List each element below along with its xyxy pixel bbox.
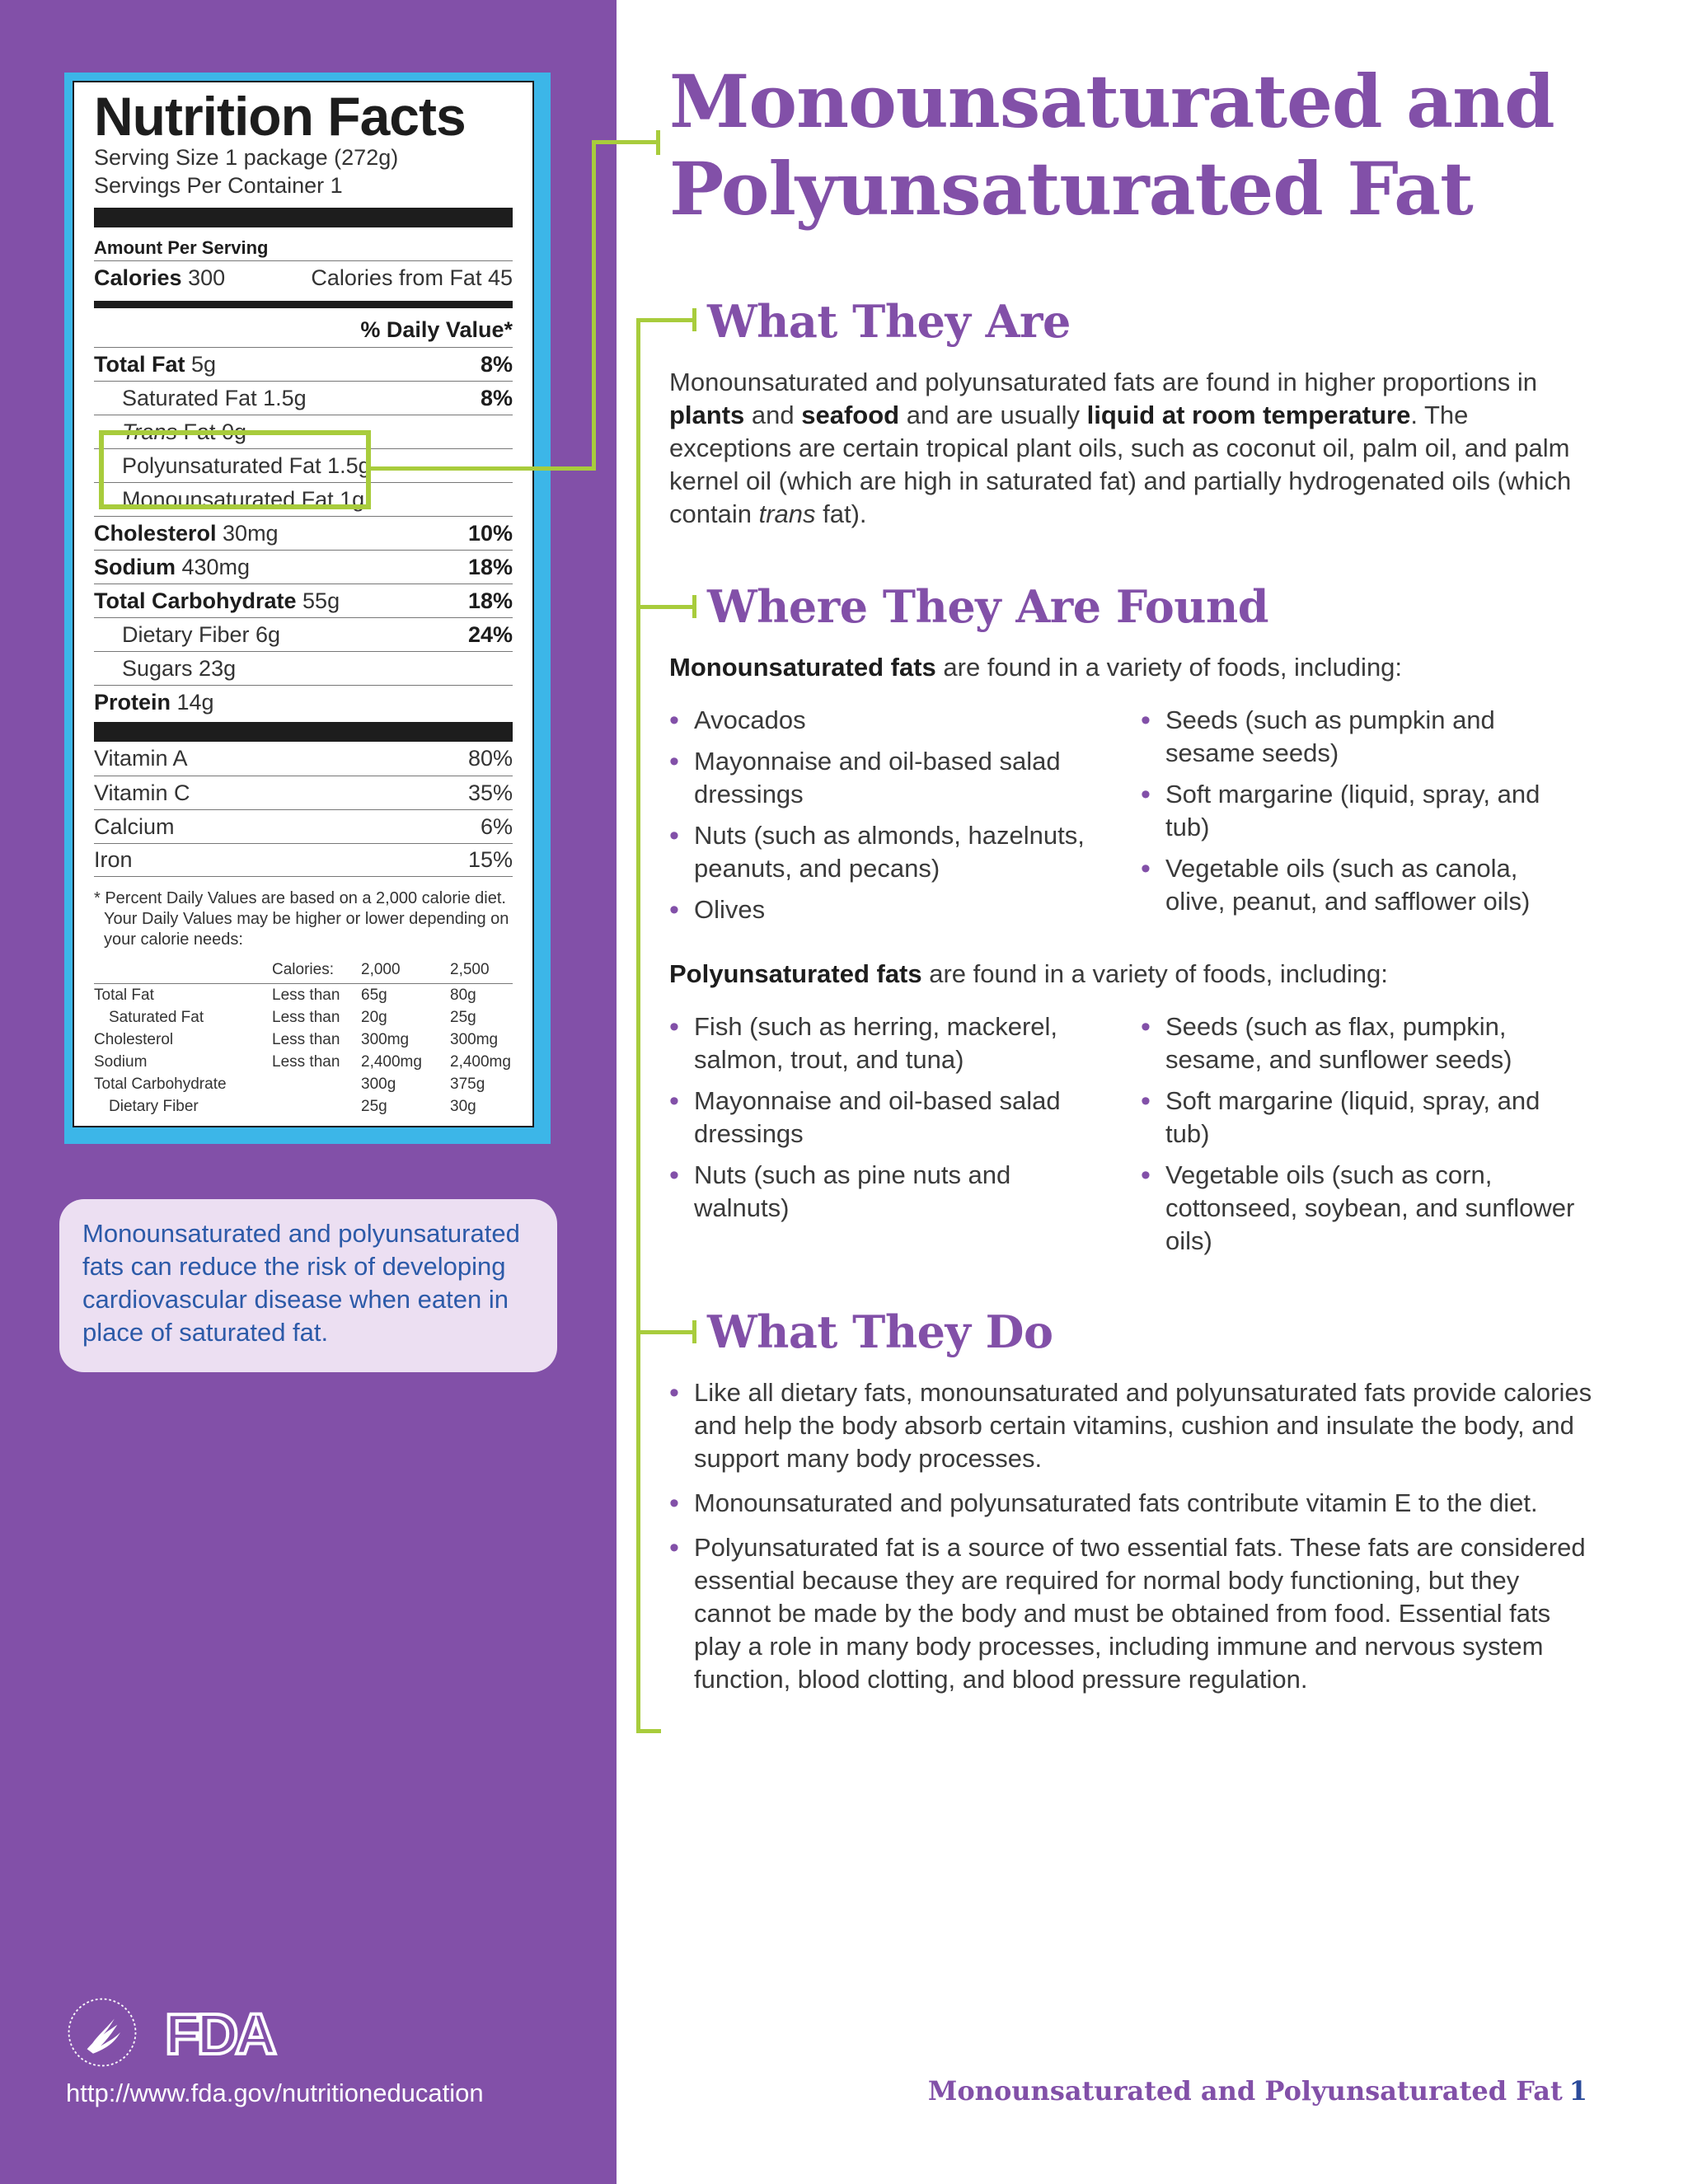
nutrient-label: Cholesterol 30mg [94, 520, 279, 546]
table-cell [272, 1073, 361, 1095]
daily-value-table [94, 958, 513, 1118]
function-list-item: • Polyunsaturated fat is a source of two essential fats. These fats are considered essential because they are required for normal body functioning, but they cannot be made by the body and must be obtained from food. Essential fats play a role in many body processes, including immune and nervous system function, blood clotting, and blood pressure regulation. [669, 1531, 1601, 1696]
table-cell: 20g [361, 1009, 387, 1026]
section-tick [692, 1320, 696, 1343]
what-they-are-paragraph: Monounsaturated and polyunsaturated fats are found in higher proportions in plants and seafood and are usually liquid at room temperature. The exceptions are certain tropical plant oils, such as coconut oil, palm oil, and palm kernel oil (which are high in saturated fat) and partially hydrogenated oils (which contain trans fat). [669, 368, 1572, 528]
food-list-item: • Olives [669, 893, 1106, 926]
function-list-item: • Monounsaturated and polyunsaturated fats contribute vitamin E to the diet. [669, 1487, 1601, 1520]
vitamin-daily-value: 6% [480, 813, 513, 839]
table-header-cell: 2,500 [450, 958, 513, 984]
function-list-item: • Like all dietary fats, monounsaturated and polyunsaturated fats provide calories and help the body absorb certain vitamins, cushion and insulate the body, and support many body processes. [669, 1376, 1601, 1475]
table-cell: Sodium [94, 1053, 148, 1071]
nutrition-facts-label [73, 81, 534, 1127]
food-list-item: • Seeds (such as flax, pumpkin, sesame, and sunflower seeds) [1141, 1010, 1578, 1076]
nutrient-label: Sodium 430mg [94, 554, 251, 579]
nutrient-label: Polyunsaturated Fat 1.5g [122, 452, 371, 478]
footnote-line: * Percent Daily Values are based on a 2,000 calorie diet. [94, 889, 506, 907]
connector-line [592, 140, 659, 144]
food-list-item: • Vegetable oils (such as canola, olive, peanut, and safflower oils) [1141, 852, 1578, 918]
mono-lead-text: Monounsaturated fats are found in a variety of foods, including: [669, 653, 1403, 682]
food-list-item: • Mayonnaise and oil-based salad dressings [669, 745, 1106, 811]
food-list-item: • Mayonnaise and oil-based salad dressings [669, 1085, 1106, 1151]
table-cell: 80g [450, 987, 476, 1004]
table-cell: 65g [361, 987, 387, 1004]
poly-lead-text: Polyunsaturated fats are found in a variety of foods, including: [669, 959, 1388, 988]
fat-highlight-box [99, 430, 371, 509]
vitamin-label: Vitamin A [94, 746, 188, 771]
food-list-item: • Soft margarine (liquid, spray, and tub) [1141, 778, 1578, 844]
poly-foods-list-left [669, 1010, 1106, 1233]
table-header-cell: Calories: [272, 958, 361, 984]
footer-title [928, 2075, 1587, 2107]
table-row [94, 1029, 513, 1051]
serving-size: Serving Size 1 package (272g) [94, 145, 399, 170]
svg-text:FDA: FDA [165, 2004, 274, 2060]
mono-foods-list-right [1141, 704, 1578, 926]
connector-line [592, 140, 596, 471]
nutrition-facts-title: Nutrition Facts [94, 86, 466, 147]
table-row [94, 984, 513, 1007]
food-list-item: • Nuts (such as almonds, hazelnuts, peanuts, and pecans) [669, 819, 1106, 885]
section-tick [692, 308, 696, 331]
table-cell: Cholesterol [94, 1031, 174, 1048]
connector-line [371, 466, 595, 471]
fda-logo [162, 2004, 292, 2060]
vitamin-daily-value: 15% [467, 847, 513, 872]
vitamin-label: Calcium [94, 813, 175, 839]
footnote-line: Your Daily Values may be higher or lower depending on [104, 910, 509, 928]
table-cell: Less than [272, 1031, 340, 1048]
nutrient-daily-value: 10% [467, 520, 513, 546]
nutrient-label: Trans Fat 0g [122, 419, 247, 444]
hhs-seal-icon [64, 1994, 140, 2070]
daily-value-header: % Daily Value* [360, 317, 513, 342]
calories-label: Calories [94, 265, 182, 290]
table-cell: Dietary Fiber [109, 1098, 199, 1115]
section-tick [636, 1729, 661, 1733]
vitamin-row [94, 843, 513, 877]
page-number: 1 [1568, 2075, 1587, 2107]
daily-value-footnote [94, 888, 513, 950]
food-list-item: • Nuts (such as pine nuts and walnuts) [669, 1159, 1106, 1225]
nutrient-rows [94, 347, 513, 719]
food-list-item: • Seeds (such as pumpkin and sesame seeds) [1141, 704, 1578, 770]
nutrient-row [94, 347, 513, 381]
section-tick [636, 605, 696, 609]
nutrient-daily-value: 18% [467, 588, 513, 613]
vitamin-daily-value: 80% [467, 746, 513, 771]
table-cell: 25g [450, 1009, 476, 1026]
nutrition-facts-frame [64, 73, 551, 1144]
page-title-line: Monounsaturated and [669, 59, 1554, 144]
vitamin-label: Vitamin C [94, 780, 190, 805]
nutrient-daily-value: 8% [480, 385, 513, 410]
nutrient-row [94, 550, 513, 583]
vitamin-rows [94, 742, 513, 877]
food-list-item: • Soft margarine (liquid, spray, and tub) [1141, 1085, 1578, 1151]
nutrient-label: Sugars 23g [122, 655, 237, 681]
vitamin-row [94, 776, 513, 809]
section-tick [636, 1330, 696, 1334]
table-cell: Less than [272, 1009, 340, 1026]
nutrient-label: Total Fat 5g [94, 351, 217, 377]
table-cell: 2,400mg [361, 1053, 422, 1071]
nutrient-daily-value: 24% [467, 621, 513, 647]
nutrient-row [94, 617, 513, 651]
nutrient-label: Protein 14g [94, 689, 214, 715]
nf-divider-medium [94, 301, 513, 308]
section-heading-what-they-are: What They Are [707, 295, 1071, 348]
table-cell: Total Fat [94, 987, 154, 1004]
footnote-line: your calorie needs: [104, 930, 243, 949]
nutrient-label: Monounsaturated Fat 1g [122, 486, 365, 512]
food-list-item: • Fish (such as herring, mackerel, salmon, trout, and tuna) [669, 1010, 1106, 1076]
table-row [94, 1073, 513, 1095]
vitamin-label: Iron [94, 847, 133, 872]
nutrient-daily-value: 8% [480, 351, 513, 377]
nutrient-label: Dietary Fiber 6g [122, 621, 281, 647]
table-cell: 30g [450, 1098, 476, 1115]
nutrient-row [94, 583, 513, 617]
vitamin-daily-value: 35% [467, 780, 513, 805]
calories-row [94, 260, 513, 294]
food-list-item: • Avocados [669, 704, 1106, 737]
nutrient-row [94, 516, 513, 550]
section-heading-what-they-do: What They Do [707, 1305, 1053, 1358]
calories-value: 300 [188, 265, 226, 290]
page-title [669, 58, 1658, 232]
table-cell [272, 1095, 361, 1118]
table-row [94, 1095, 513, 1118]
mono-foods-list-left [669, 704, 1106, 935]
table-row [94, 1006, 513, 1029]
section-tick [692, 595, 696, 618]
amount-per-serving: Amount Per Serving [94, 237, 269, 258]
table-cell: Less than [272, 1053, 340, 1071]
section-heading-where-found: Where They Are Found [707, 580, 1269, 633]
table-cell: Saturated Fat [109, 1009, 204, 1026]
footer-title-text: Monounsaturated and Polyunsaturated Fat [927, 2075, 1563, 2107]
table-cell: Less than [272, 987, 340, 1004]
nutrient-row [94, 381, 513, 415]
nutrient-row [94, 685, 513, 719]
nutrient-label: Saturated Fat 1.5g [122, 385, 307, 410]
nutrient-label: Total Carbohydrate 55g [94, 588, 340, 613]
servings-per-container: Servings Per Container 1 [94, 173, 343, 198]
table-cell: 300mg [361, 1031, 410, 1048]
page-title-line: Polyunsaturated Fat [669, 146, 1473, 232]
calories-from-fat: Calories from Fat 45 [311, 265, 513, 290]
table-cell: 300mg [450, 1031, 499, 1048]
table-header-cell [94, 958, 272, 984]
vitamin-row [94, 809, 513, 843]
nutrient-daily-value: 18% [467, 554, 513, 579]
section-bracket-line [636, 318, 640, 1732]
nf-divider-thick-2 [94, 722, 513, 742]
table-cell: 2,400mg [450, 1053, 511, 1071]
table-cell: 25g [361, 1098, 387, 1115]
connector-line [656, 130, 660, 155]
table-row [94, 1051, 513, 1073]
nutrient-row [94, 651, 513, 685]
section-tick [636, 318, 696, 322]
health-callout: Monounsaturated and polyunsaturated fats can reduce the risk of developing cardiovascular disease when eaten in place of saturated fat. [59, 1199, 557, 1372]
table-cell: 300g [361, 1076, 396, 1093]
vitamin-row [94, 742, 513, 776]
table-cell: Total Carbohydrate [94, 1076, 227, 1093]
food-list-item: • Vegetable oils (such as corn, cottonseed, soybean, and sunflower oils) [1141, 1159, 1578, 1258]
fda-url-link[interactable]: http://www.fda.gov/nutritioneducation [66, 2079, 484, 2107]
what-they-do-list [669, 1376, 1601, 1708]
poly-foods-list-right [1141, 1010, 1578, 1266]
table-header-cell: 2,000 [361, 958, 450, 984]
table-cell: 375g [450, 1076, 485, 1093]
nf-divider-thick [94, 208, 513, 227]
